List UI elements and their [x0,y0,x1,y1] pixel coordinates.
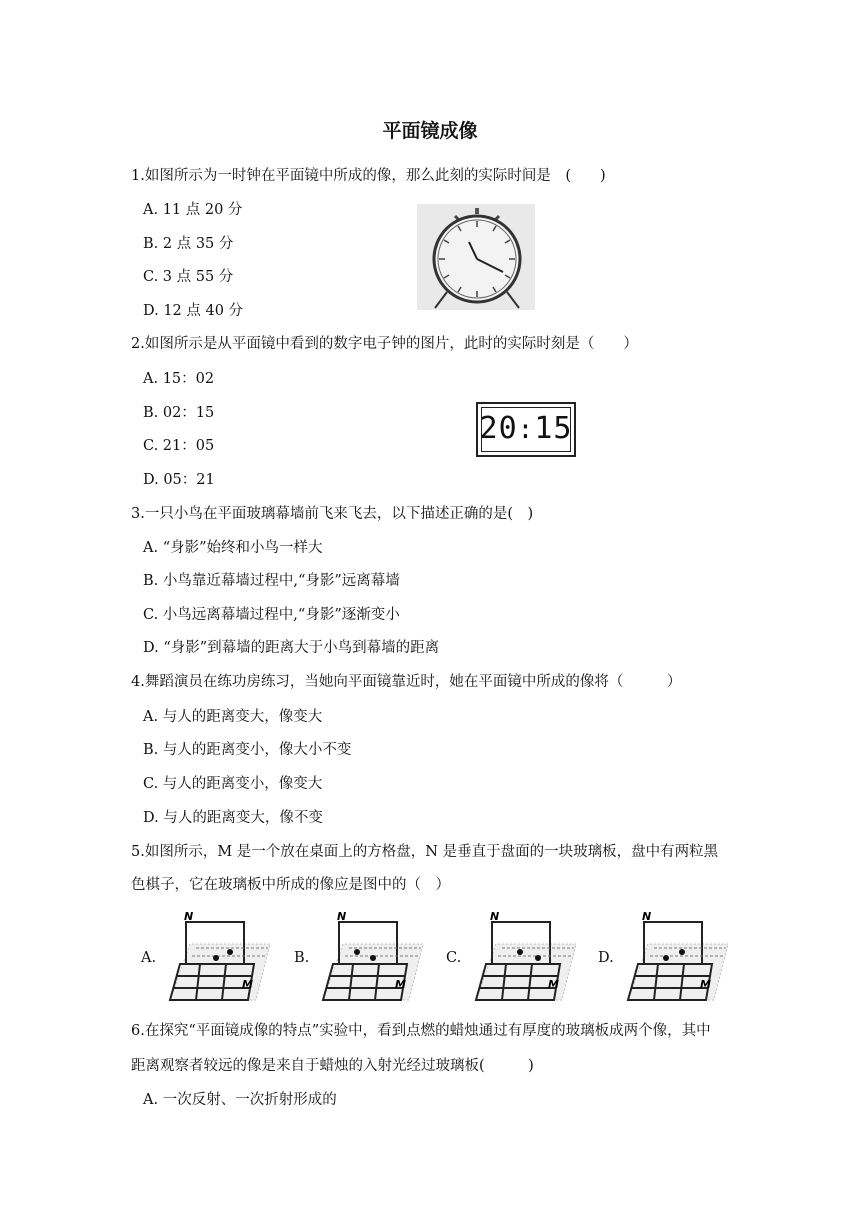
question-3-stem: 3.一只小鸟在平面玻璃幕墙前飞来飞去，以下描述正确的是( ) [131,506,534,522]
choice-d-label: D. [598,950,614,966]
mirror-label-n: N [184,910,194,923]
board-label-m: M [242,978,253,991]
choice-b-label: B. [294,950,310,966]
display-right-digits: 15 [534,411,573,446]
question-4-option-b: B. 与人的距离变小，像大小不变 [143,742,352,758]
clock-icon [417,204,535,310]
board-label-m: M [548,978,559,991]
choice-a-label: A. [141,950,157,966]
question-3-option-a: A. “身影”始终和小鸟一样大 [143,540,323,556]
question-2-option-b: B. 02：15 [143,405,215,421]
question-4-option-d: D. 与人的距离变大，像不变 [143,810,323,826]
question-6-option-a: A. 一次反射、一次折射形成的 [143,1092,337,1108]
question-3-option-b: B. 小鸟靠近幕墙过程中,“身影”远离幕墙 [143,573,400,589]
question-3-option-d: D. “身影”到幕墙的距离大于小鸟到幕墙的距离 [143,640,440,656]
board-figure-c [464,908,582,1004]
question-5-stem-line-1: 5.如图所示，M 是一个放在桌面上的方格盘，N 是垂直于盘面的一块玻璃板，盘中有两粒黑 [131,844,719,860]
mirror-label-n: N [642,910,652,923]
board-figure-b [311,908,429,1004]
display-left-digits: 20 [479,411,518,446]
question-2-stem: 2.如图所示是从平面镜中看到的数字电子钟的图片，此时的实际时刻是（ ） [131,336,638,352]
question-6-stem-line-2: 距离观察者较远的像是来自于蜡烛的入射光经过玻璃板( ) [131,1058,534,1074]
board-label-m: M [700,978,711,991]
question-4-option-c: C. 与人的距离变小，像变大 [143,776,323,792]
mirror-label-n: N [490,910,500,923]
question-2-option-d: D. 05：21 [143,472,215,488]
page-title: 平面镜成像 [382,120,478,142]
question-1-option-d: D. 12 点 40 分 [143,303,244,319]
question-2-option-c: C. 21：05 [143,438,215,454]
question-5-stem-line-2: 色棋子，它在玻璃板中所成的像应是图中的（ ） [131,877,450,893]
board-figure-d [616,908,734,1004]
mirror-label-n: N [337,910,347,923]
question-1-option-b: B. 2 点 35 分 [143,236,234,252]
board-figure-a [158,908,276,1004]
choice-c-label: C. [446,950,462,966]
board-label-m: M [395,978,406,991]
question-1-option-a: A. 11 点 20 分 [143,202,243,218]
question-4-stem: 4.舞蹈演员在练功房练习，当她向平面镜靠近时，她在平面镜中所成的像将（ ） [131,674,682,690]
question-1-stem: 1.如图所示为一时钟在平面镜中所成的像，那么此刻的实际时间是 ( ) [131,168,606,184]
question-6-stem-line-1: 6.在探究“平面镜成像的特点”实验中，看到点燃的蜡烛通过有厚度的玻璃板成两个像，其中 [131,1023,711,1039]
digital-clock-display: 20:15 [476,402,576,457]
question-2-option-a: A. 15：02 [143,371,215,387]
question-1-option-c: C. 3 点 55 分 [143,269,234,285]
question-3-option-c: C. 小鸟远离幕墙过程中,“身影”逐渐变小 [143,607,400,623]
question-4-option-a: A. 与人的距离变大，像变大 [143,709,323,725]
